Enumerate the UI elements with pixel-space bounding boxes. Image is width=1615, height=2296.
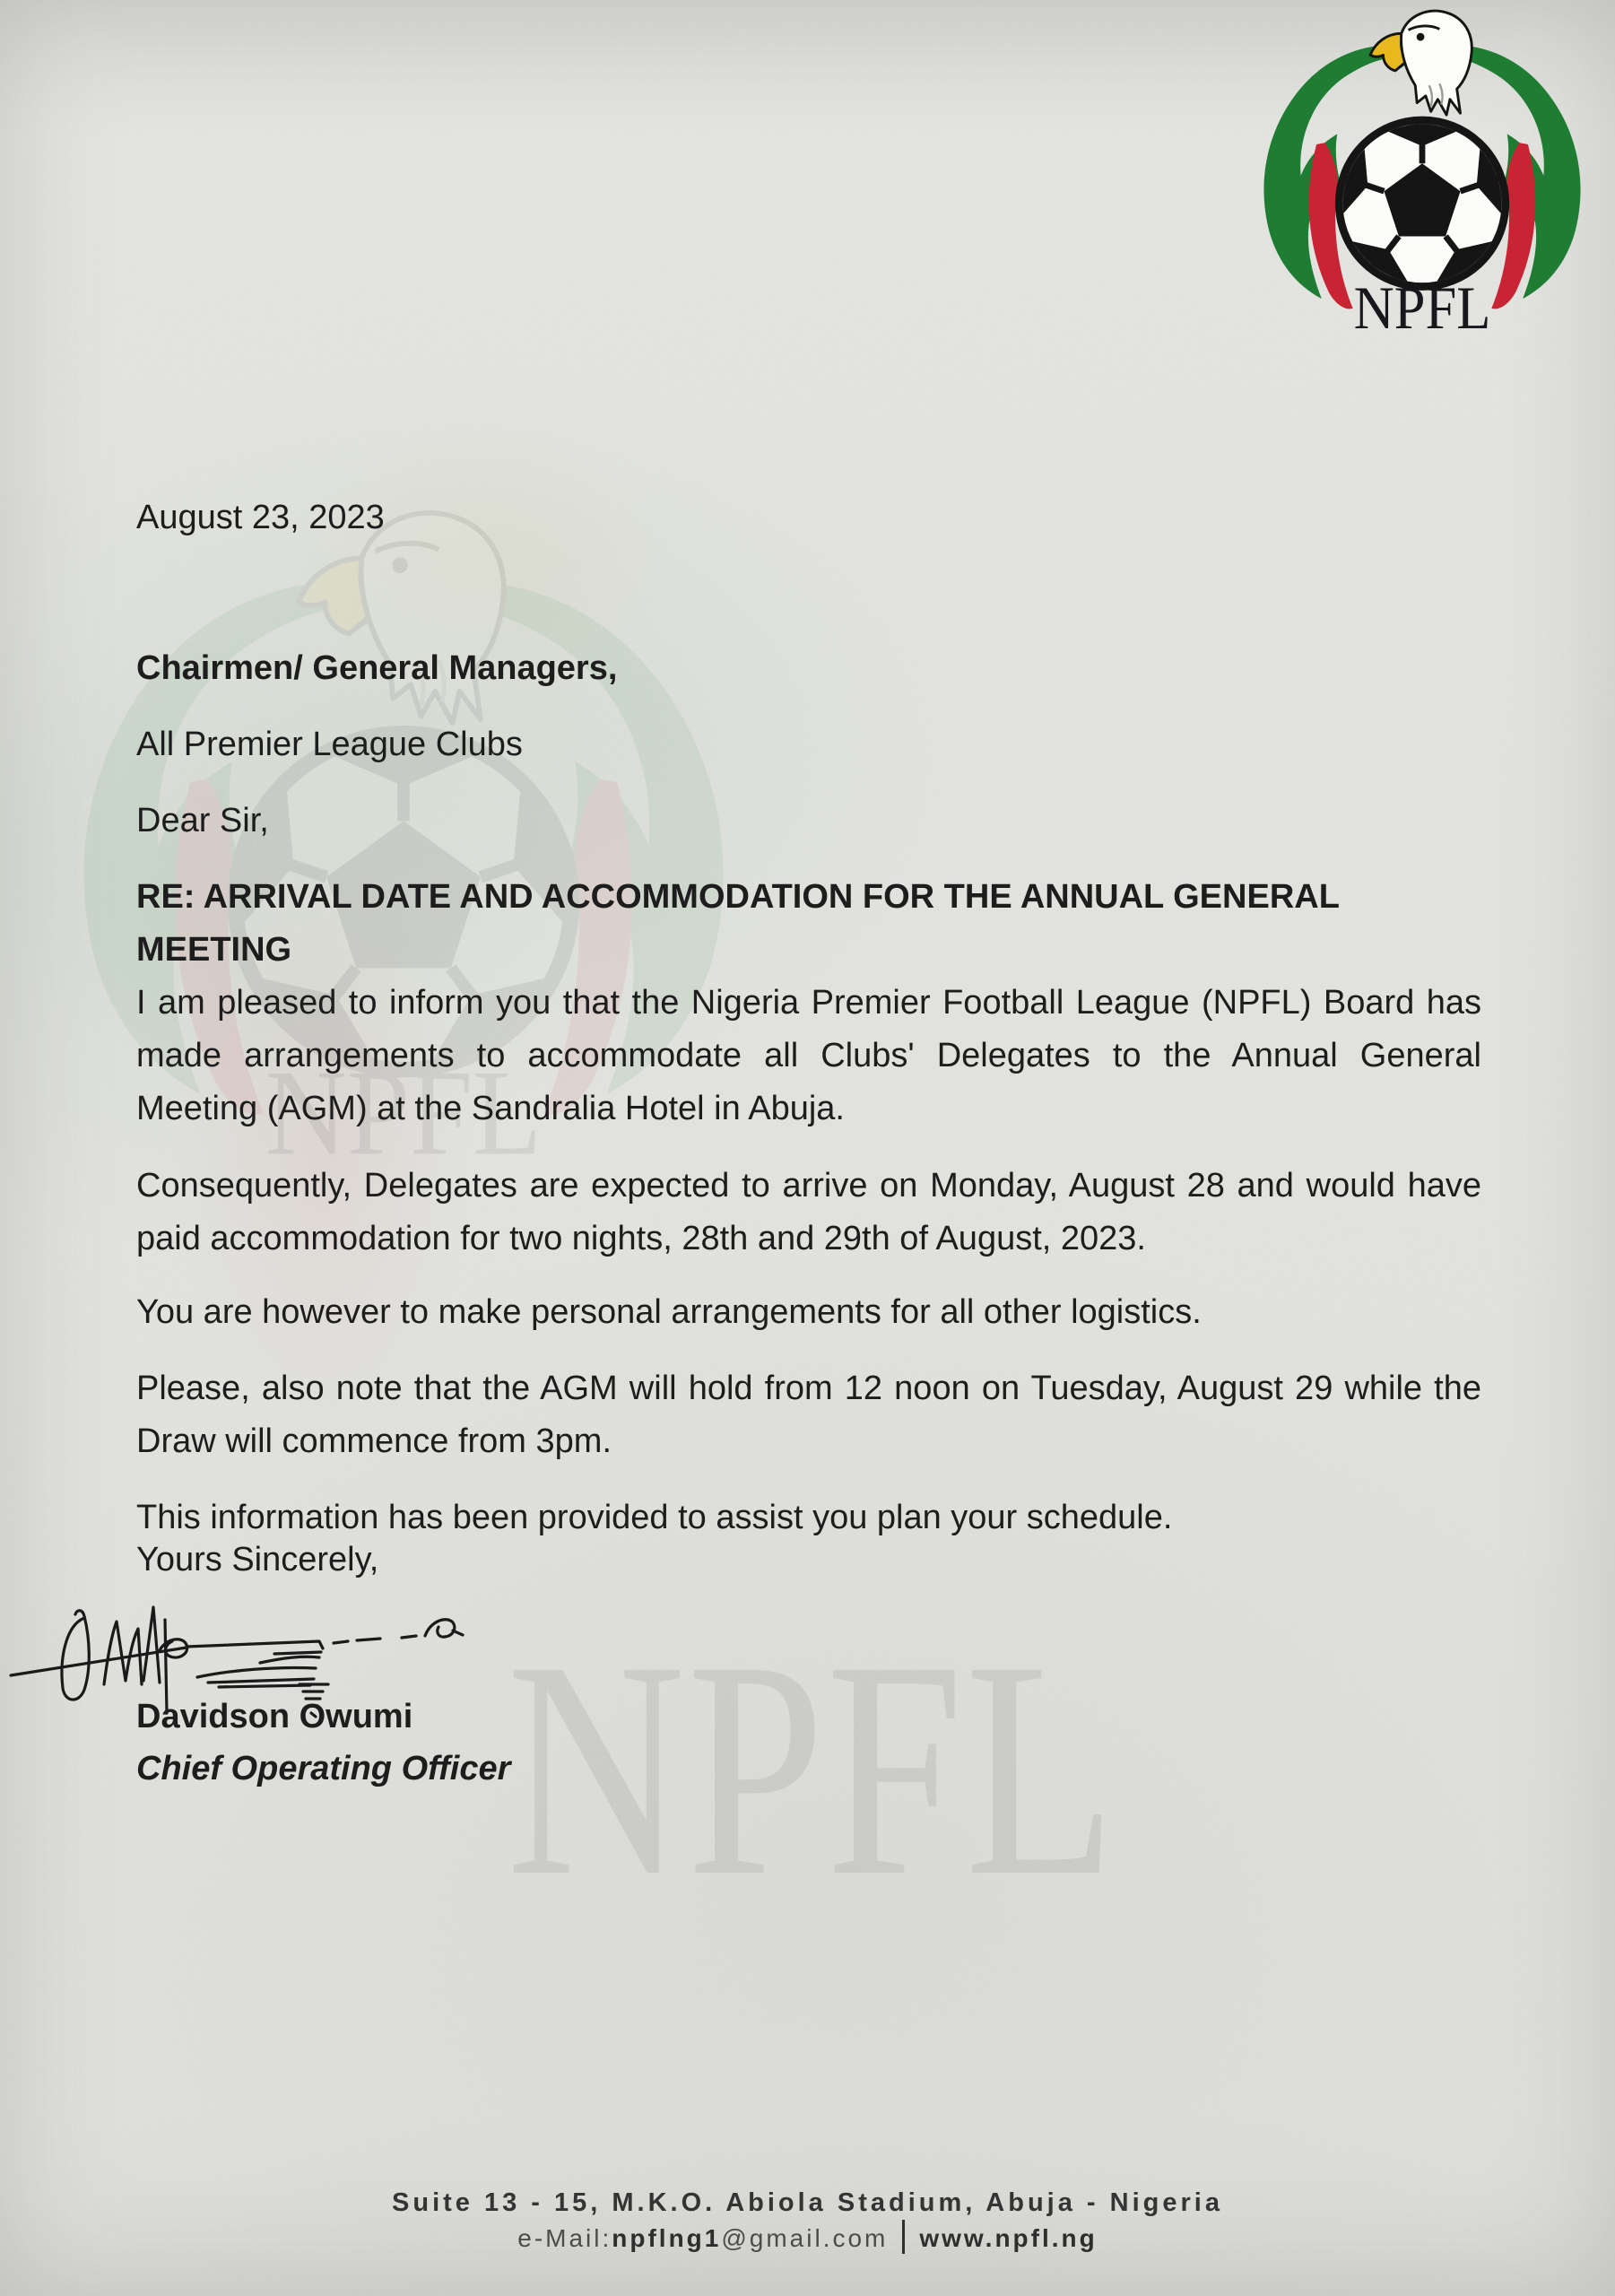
subject-line: RE: ARRIVAL DATE AND ACCOMMODATION FOR THE ANNUAL GENERAL MEETING [136, 878, 1340, 969]
body-paragraph: I am pleased to inform you that the Nigeria Premier Football League (NPFL) Board has made arrangements to accommodate all Clubs' Delegates to the Annual General Meeting (AGM) at the Sandralia Hotel in Abuja. [136, 984, 1481, 1127]
body-paragraph: You are however to make personal arrangements for all other logistics. [136, 1293, 1202, 1331]
signer-title: Chief Operating Officer [136, 1750, 511, 1787]
body-paragraph: Consequently, Delegates are expected to arrive on Monday, August 28 and would have paid accommodation for two nights, 28th and 29th of August, 2023. [136, 1167, 1481, 1257]
letter-date: August 23, 2023 [136, 499, 385, 536]
footer-contacts [0, 2220, 1615, 2255]
npfl-logo [1240, 5, 1604, 335]
signer-name: Davidson Owumi [136, 1698, 413, 1735]
logo-wordmark: NPFL [1353, 274, 1491, 335]
recipient-line-1: Chairmen/ General Managers, [136, 649, 618, 687]
npfl-text-watermark: NPFL [507, 1597, 1118, 1940]
closing-line: Yours Sincerely, [136, 1541, 379, 1578]
footer-address: Suite 13 - 15, M.K.O. Abiola Stadium, Abuja - Nigeria [392, 2188, 1223, 2217]
footer-separator [902, 2220, 905, 2254]
eagle-head-icon [1370, 11, 1472, 115]
salutation: Dear Sir, [136, 802, 269, 839]
recipient-line-2: All Premier League Clubs [136, 726, 523, 763]
footer-website: www.npfl.ng [919, 2224, 1098, 2252]
footer-email-user: npflng1 [612, 2224, 722, 2252]
footer [0, 2187, 1615, 2255]
body-paragraph: This information has been provided to assist you plan your schedule. [136, 1499, 1173, 1536]
footer-email-domain: @gmail.com [721, 2224, 889, 2252]
body-paragraph: Please, also note that the AGM will hold from 12 noon on Tuesday, August 29 while the Draw will commence from 3pm. [136, 1370, 1481, 1460]
footer-email-label: e-Mail: [517, 2224, 612, 2252]
